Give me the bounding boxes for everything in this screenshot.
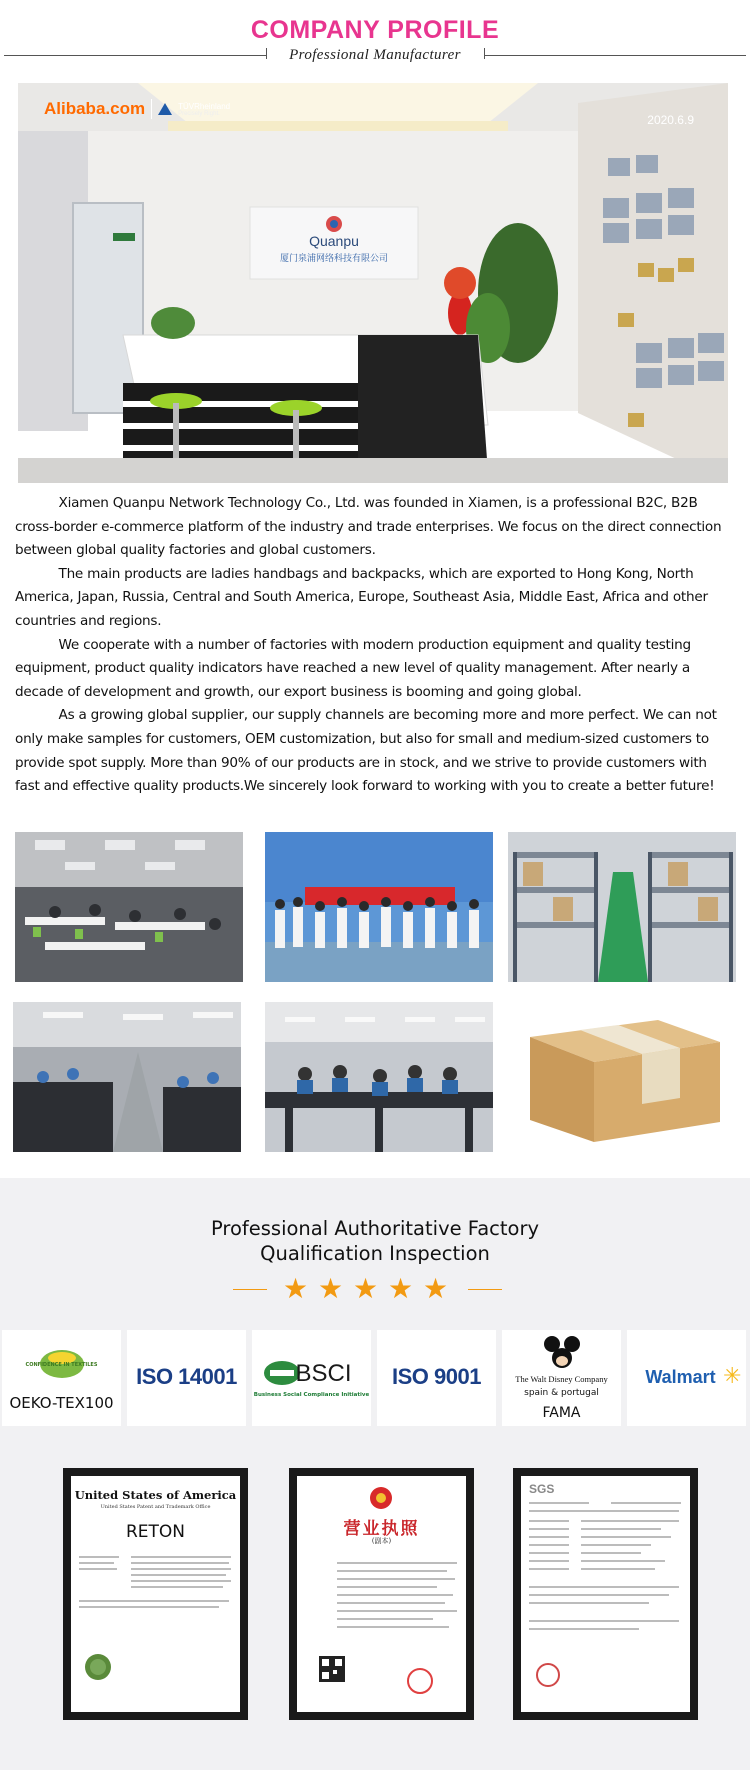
national-emblem-icon: [369, 1486, 393, 1510]
intro-paragraph-3: We cooperate with a number of factories with modern production equipment and quality testing equipment, product quality indicators have reached a new level of quality management. After nearly a decade of development and growth, our export business is booming and going global.: [15, 636, 691, 700]
alibaba-logo-text: Alibaba.com: [44, 99, 146, 118]
walt-disney-subtitle: spain & portugal: [524, 1388, 599, 1398]
intro-paragraph-2: The main products are ladies handbags and backpacks, which are exported to Hong Kong, North America, Japan, Russia, Central and South America, Europe, Southeast Asia, Middle East, Africa and other countries and regions.: [15, 565, 708, 629]
company-intro: [15, 492, 735, 799]
quanpu-sign-name: Quanpu: [309, 233, 359, 249]
sgs-stamp-icon: [535, 1662, 561, 1688]
star-icon: ★: [423, 1273, 449, 1304]
quanpu-sign-cn: 厦门泉浦网络科技有限公司: [279, 254, 388, 264]
shipping-box-photo: [508, 1002, 736, 1152]
star-divider-left: [233, 1289, 267, 1290]
walt-disney-logo: [502, 1330, 621, 1426]
iso-14001-logo: [127, 1330, 246, 1426]
seal-icon: [83, 1652, 113, 1682]
star-rating: [0, 1274, 750, 1304]
intro-paragraph-4: As a growing global supplier, our supply channels are becoming more and more perfect. We can not only make samples for customers, OEM customization, but also for small and medium-sized customers to provide spot supply. More than 90% of our products are in stock, and we strive to provide customers with fast and effective quality products.We sincerely look forward to working with you to create a better future!: [15, 707, 717, 795]
star-divider-right: [468, 1289, 502, 1290]
sgs-logo: SGS: [529, 1482, 555, 1496]
iso-9001-label: ISO 9001: [392, 1364, 481, 1389]
iso-9001-logo: [377, 1330, 496, 1426]
office-photo: [15, 832, 243, 982]
trademark-subheader: United States Patent and Trademark Office: [100, 1504, 211, 1510]
star-icon: ★: [283, 1273, 309, 1304]
red-stamp-icon: [405, 1666, 435, 1696]
star-icon: ★: [318, 1273, 344, 1304]
intro-paragraph-1: Xiamen Quanpu Network Technology Co., Ltd. was founded in Xiamen, is a professional B2C, B2B cross-border e-commerce platform of the industry and trade enterprises. We focus on the direct connection between global quality factories and global customers.: [15, 495, 722, 559]
qualification-title: [0, 1216, 750, 1266]
page-subtitle: Professional Manufacturer: [289, 47, 461, 63]
fama-caption: FAMA: [542, 1405, 581, 1421]
tuv-logo-text: TÜVRheinland Precisely Right.: [178, 101, 231, 117]
trademark-label: RETON: [125, 1522, 186, 1542]
team-photo: [265, 832, 493, 982]
header-divider-tick-right: [484, 48, 485, 59]
profile-header: [0, 0, 750, 78]
sgs-test-report: [513, 1468, 698, 1720]
business-license-sub: (副本): [371, 1537, 392, 1545]
star-icon: ★: [388, 1273, 414, 1304]
bsci-label: BSCI: [295, 1360, 352, 1387]
qualification-title-line1: Professional Authoritative Factory: [210, 1217, 540, 1240]
business-license-certificate: [289, 1468, 474, 1720]
mickey-icon: [542, 1334, 582, 1374]
walmart-label: Walmart: [645, 1367, 716, 1387]
qr-code-icon: [319, 1656, 345, 1682]
lobby-scene: [18, 83, 728, 483]
warehouse-photo: [508, 832, 736, 982]
walt-disney-label: The Walt Disney Company: [515, 1374, 608, 1384]
bsci-logo: [252, 1330, 371, 1426]
quanpu-sign: [254, 209, 414, 277]
tuv-triangle-icon: [158, 103, 172, 115]
business-license-title: 营业执照: [343, 1519, 420, 1539]
qualification-title-line2: Qualification Inspection: [260, 1242, 490, 1265]
walmart-spark-icon: ✳: [723, 1363, 742, 1388]
trademark-header: United States of America: [74, 1488, 237, 1502]
header-divider-right: [484, 55, 746, 56]
us-trademark-certificate: [63, 1468, 248, 1720]
bsci-subtitle: Business Social Compliance Initiative: [253, 1392, 370, 1398]
star-icon: ★: [353, 1273, 379, 1304]
oeko-tex-label: OEKO-TEX100: [9, 1394, 114, 1412]
logo-divider: [151, 99, 152, 119]
sewing-workshop-photo: [265, 1002, 493, 1152]
qualification-section: [0, 1178, 750, 1770]
production-floor-photo: [13, 1002, 241, 1152]
page-title: COMPANY PROFILE: [250, 16, 500, 44]
walmart-logo: [627, 1330, 746, 1426]
iso-14001-label: ISO 14001: [136, 1364, 237, 1389]
oeko-tex-badge-text: CONFIDENCE IN TEXTILES: [25, 1362, 98, 1368]
lobby-photo: [18, 83, 728, 483]
oeko-tex-logo: [2, 1330, 121, 1426]
alibaba-logo: [44, 99, 230, 119]
photo-date-stamp: 2020.6.9: [647, 113, 694, 127]
